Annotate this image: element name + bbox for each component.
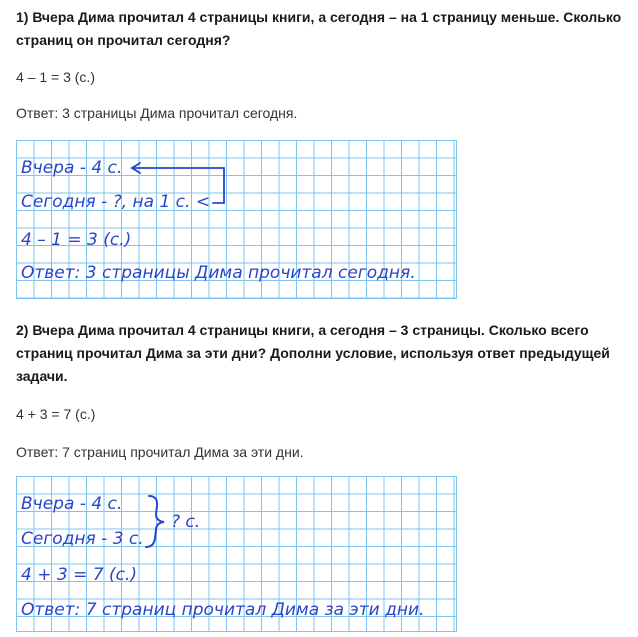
task2-answer: Ответ: 7 страниц прочитал Дима за эти дни. bbox=[16, 444, 304, 460]
task1-question: 1) Вчера Дима прочитал 4 страницы книги, а сегодня – на 1 страницу меньше. Сколько страниц он прочитал сегодня? bbox=[16, 9, 622, 48]
task2-notebook-image bbox=[16, 476, 457, 632]
task1-answer: Ответ: 3 страницы Дима прочитал сегодня. bbox=[16, 105, 298, 121]
task2-nb-brace-label: ? с. bbox=[171, 512, 201, 532]
task2-question: 2) Вчера Дима прочитал 4 страницы книги, а сегодня – 3 страницы. Сколько всего страниц прочитал Дима за эти дни? Дополни условие, используя ответ предыдущей задачи. bbox=[16, 322, 610, 384]
task1-nb-line1: Вчера - 4 с. bbox=[21, 158, 123, 178]
task2-solution: 4 + 3 = 7 (с.) bbox=[16, 406, 96, 422]
task1-solution: 4 – 1 = 3 (с.) bbox=[16, 69, 95, 85]
task2-nb-line3: 4 + 3 = 7 (с.) bbox=[21, 565, 137, 585]
task2-brace-icon bbox=[16, 476, 456, 631]
task2-nb-line2: Сегодня - 3 с. bbox=[21, 529, 144, 549]
task1-nb-line2: Сегодня - ?, на 1 с. < bbox=[21, 192, 211, 212]
task2-nb-line1: Вчера - 4 с. bbox=[21, 494, 123, 514]
task1-nb-line4: Ответ: 3 страницы Дима прочитал сегодня. bbox=[21, 263, 416, 283]
task2-nb-line4: Ответ: 7 страниц прочитал Дима за эти дни. bbox=[21, 600, 425, 620]
task1-nb-line3: 4 – 1 = 3 (с.) bbox=[21, 230, 132, 250]
task1-notebook-image bbox=[16, 140, 457, 299]
task1-arrow-icon bbox=[16, 140, 456, 298]
